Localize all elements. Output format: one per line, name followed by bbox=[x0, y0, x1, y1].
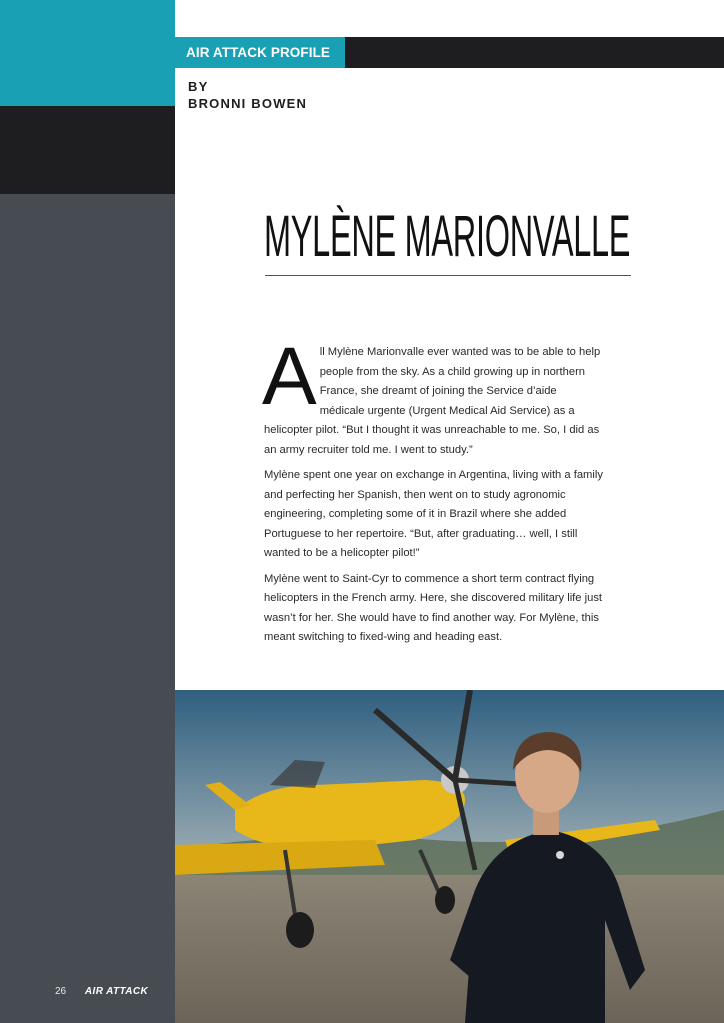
teal-color-block bbox=[0, 0, 175, 106]
section-label: AIR ATTACK PROFILE bbox=[175, 37, 345, 68]
page-number: 26 bbox=[55, 986, 67, 997]
article-paragraph bbox=[262, 331, 604, 460]
article-body bbox=[262, 331, 604, 654]
article-headline: MYLÈNE MARIONVALLE bbox=[264, 204, 631, 269]
header-bar bbox=[345, 37, 724, 68]
pilot-with-plane-photo bbox=[175, 690, 724, 1023]
slate-sidebar bbox=[0, 194, 175, 1023]
byline-by: BY bbox=[188, 79, 209, 94]
article-paragraph: Mylène spent one year on exchange in Argentina, living with a family and perfecting her Spanish, then went on to study agronomic engineering, completing some of it in Brazil where she added Portuguese to her repertoire. “But, after graduating… well, I still wanted to be a helicopter pilot!” bbox=[264, 469, 603, 559]
black-color-block bbox=[0, 106, 175, 194]
photo-illustration bbox=[175, 690, 724, 1023]
page-footer bbox=[55, 986, 148, 997]
paragraph-text: ll Mylène Marionvalle ever wanted was to be able to help people from the sky. As a child growing up in northern France, she dreamt of joining the Service d’aide médicale urgente (Urgent Medical Aid Service) as a helicopter pilot. “But I thought it was unreachable to me. So, I did as an army recruiter told me. I went to study.” bbox=[264, 346, 601, 456]
headline-divider bbox=[265, 275, 631, 276]
byline-author: BRONNI BOWEN bbox=[188, 96, 308, 111]
article-paragraph: Mylène went to Saint-Cyr to commence a short term contract flying helicopters in the French army. Here, she discovered military life just wasn’t for her. She would have to find another way. For Mylène, this meant switching to fixed-wing and heading east. bbox=[264, 572, 603, 643]
magazine-name: AIR ATTACK bbox=[84, 986, 149, 997]
drop-cap: A bbox=[262, 331, 317, 422]
byline bbox=[188, 78, 307, 112]
